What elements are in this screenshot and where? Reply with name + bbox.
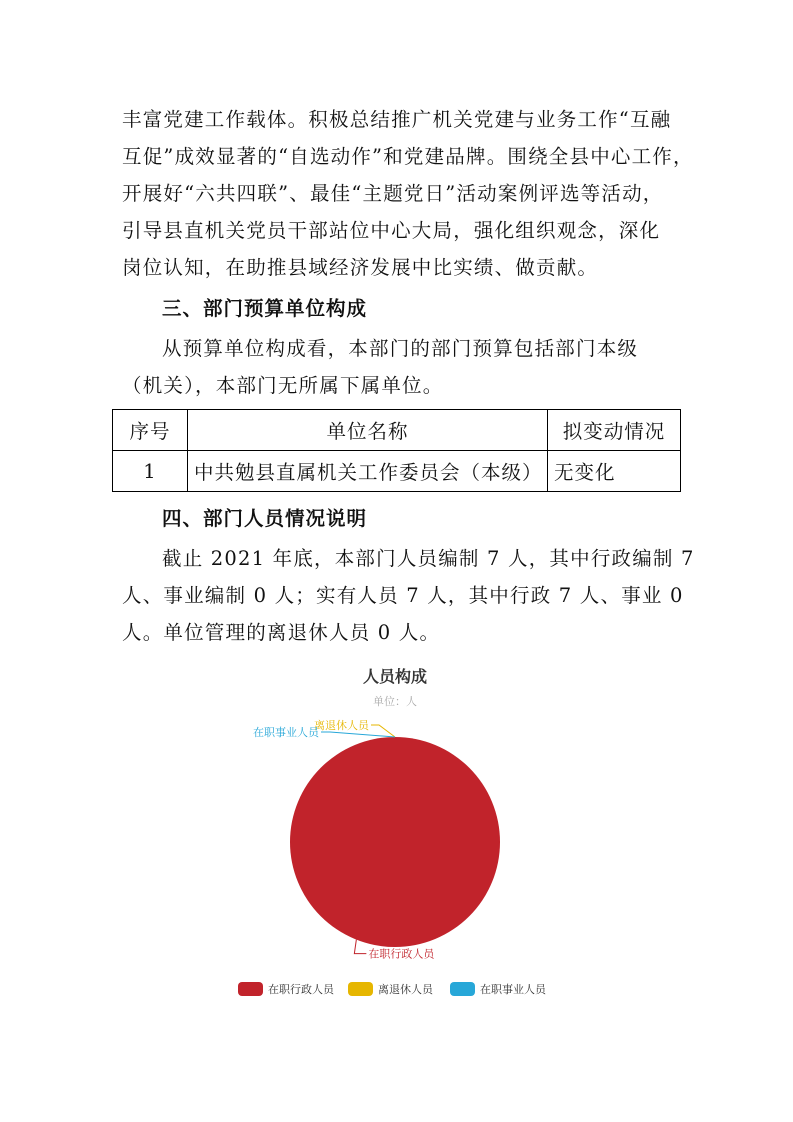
table-header-row <box>113 410 681 451</box>
text-line: 从预算单位构成看，本部门的部门预算包括部门本级 <box>162 337 639 360</box>
legend-swatch <box>348 982 373 996</box>
pie-label: 在职事业人员 <box>253 726 319 739</box>
text-line: 岗位认知，在助推县域经济发展中比实绩、做贡献。 <box>122 256 599 279</box>
text-line: （机关），本部门无所属下属单位。 <box>122 374 444 397</box>
section-3-heading: 三、部门预算单位构成 <box>162 297 368 320</box>
table-header-cell: 序号 <box>113 410 188 451</box>
legend-label: 离退休人员 <box>378 983 433 996</box>
pie-label: 在职行政人员 <box>368 947 435 961</box>
budget-units-table <box>112 409 681 492</box>
text-line: 互促”成效显著的“自选动作”和党建品牌。围绕全县中心工作， <box>122 145 694 168</box>
table-header-cell: 单位名称 <box>188 410 548 451</box>
table-header-cell: 拟变动情况 <box>548 410 681 451</box>
text-line: 截止 2021 年底，本部门人员编制 7 人，其中行政编制 7 <box>162 547 695 570</box>
text-line: 人、事业编制 0 人；实有人员 7 人，其中行政 7 人、事业 0 <box>122 584 684 607</box>
pie-label: 离退休人员 <box>314 719 369 732</box>
table-row <box>113 451 681 492</box>
text-line: 开展好“六共四联”、最佳“主题党日”活动案例评选等活动， <box>122 182 664 205</box>
text-line: 引导县直机关党员干部站位中心大局，强化组织观念，深化 <box>122 219 661 242</box>
section-4-body <box>122 540 695 651</box>
pie-label-line <box>321 732 395 737</box>
pie-slice <box>290 737 500 947</box>
staff-pie-chart <box>200 655 600 1005</box>
chart-subtitle: 单位：人 <box>373 695 417 708</box>
table-cell: 中共勉县直属机关工作委员会（本级） <box>188 451 548 492</box>
legend-swatch <box>238 982 263 996</box>
text-line: 丰富党建工作载体。积极总结推广机关党建与业务工作“互融 <box>122 108 672 131</box>
text-line: 人。单位管理的离退休人员 0 人。 <box>122 621 441 644</box>
paragraph-top <box>122 101 694 286</box>
legend-swatch <box>450 982 475 996</box>
legend-label: 在职行政人员 <box>268 983 334 996</box>
chart-title: 人员构成 <box>362 667 428 686</box>
section-3-body <box>122 330 682 404</box>
legend-label: 在职事业人员 <box>480 983 546 996</box>
table-cell: 1 <box>113 451 188 492</box>
section-4-heading: 四、部门人员情况说明 <box>162 507 368 530</box>
table-cell: 无变化 <box>548 451 681 492</box>
